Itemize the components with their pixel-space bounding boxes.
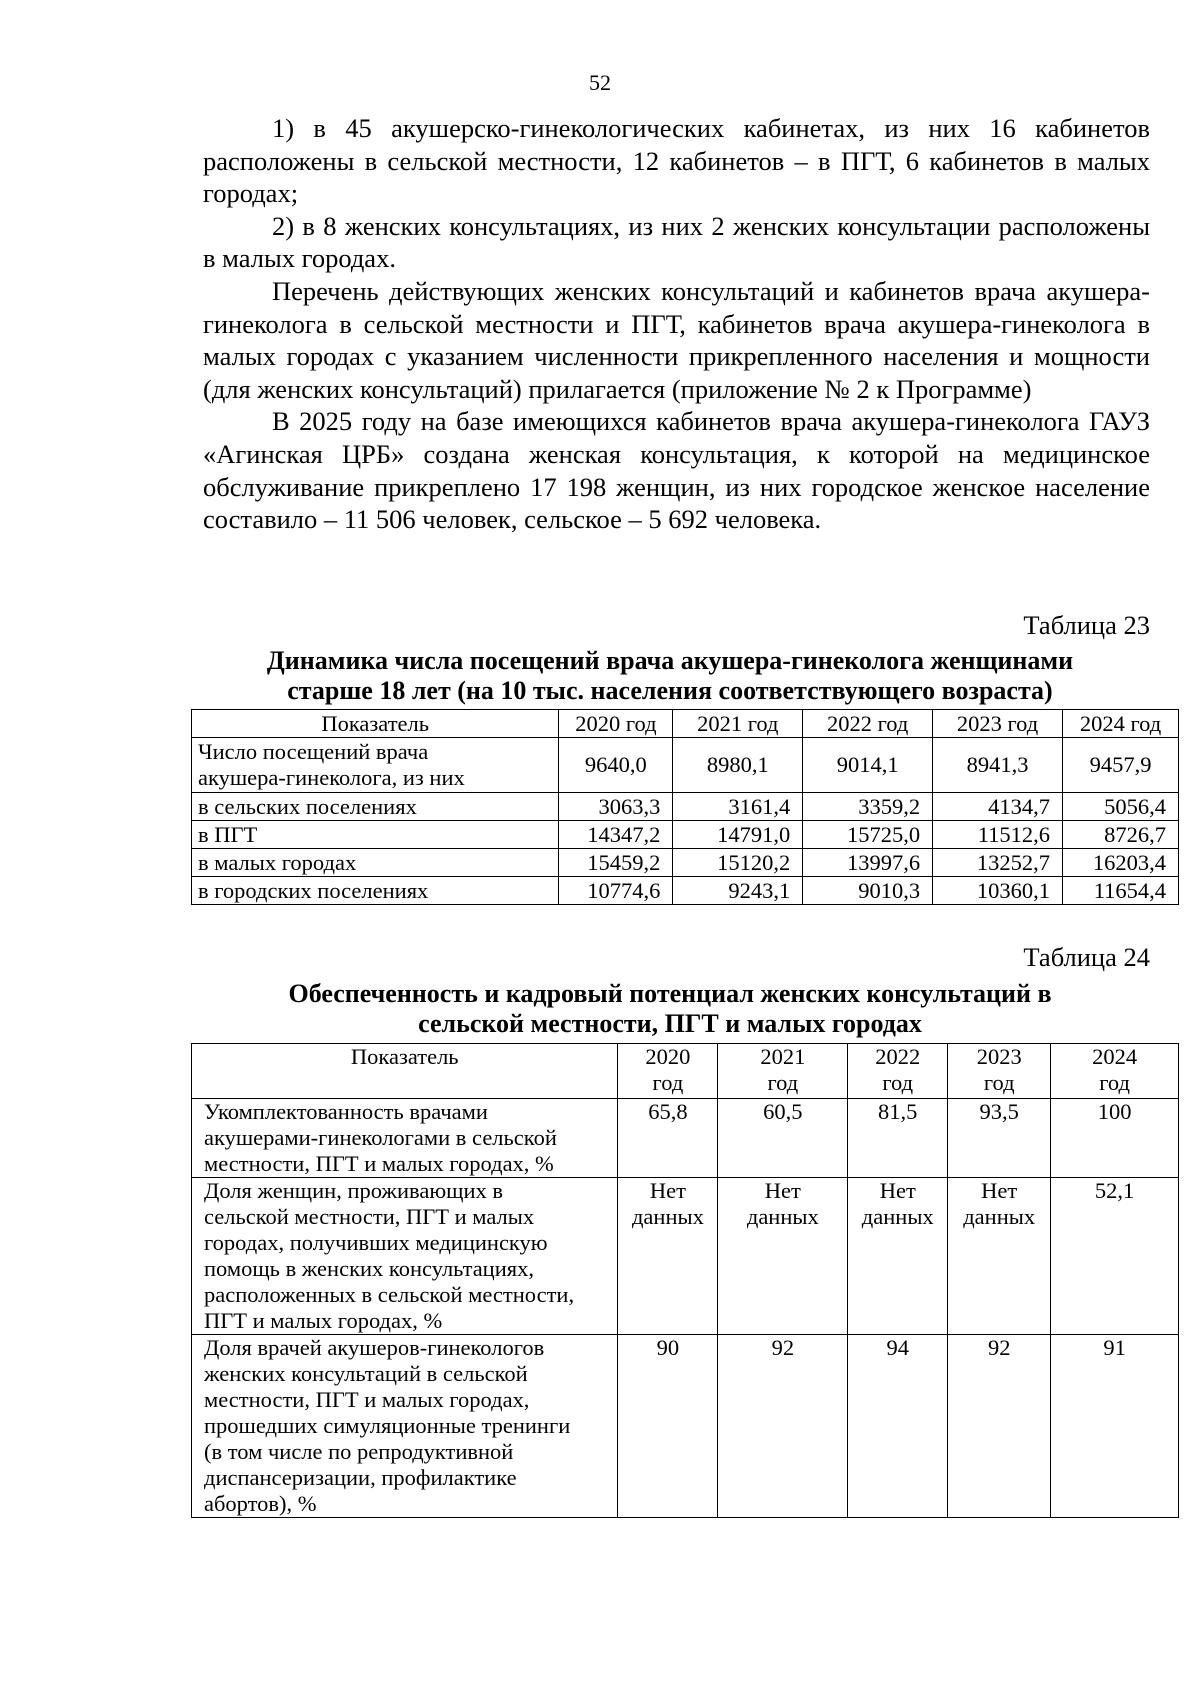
table-23-title-line: Динамика числа посещений врача акушера-гинеколога женщинами (266, 646, 1074, 675)
value-cell: 9014,1 (803, 738, 933, 793)
row-label (192, 1178, 618, 1335)
value-line: данных (861, 1204, 934, 1229)
row-label-line: акушерами-гинекологами в сельской (204, 1125, 557, 1150)
row-label: в малых городах (192, 849, 559, 877)
row-label-line: Укомплектованность врачами (204, 1099, 488, 1124)
value-cell: 13252,7 (933, 849, 1063, 877)
row-label (192, 1335, 618, 1518)
header-cell (848, 1044, 948, 1099)
value-line: 90 (656, 1335, 680, 1360)
value-cell: 8980,1 (673, 738, 803, 793)
value-line: 100 (1097, 1099, 1132, 1124)
value-cell: 15120,2 (673, 849, 803, 877)
value-cell: 8941,3 (933, 738, 1063, 793)
header-cell (1051, 1044, 1179, 1099)
header-cell-line: год (652, 1070, 684, 1095)
value-cell: 3063,3 (559, 793, 673, 821)
header-cell-line: год (983, 1070, 1015, 1095)
table-row (192, 793, 1179, 821)
value-line: Нет (764, 1178, 801, 1203)
header-cell (192, 1044, 618, 1099)
body-text (203, 112, 1150, 536)
header-cell: 2024 год (1063, 710, 1179, 738)
value-cell (718, 1099, 848, 1178)
value-line: 92 (987, 1335, 1011, 1360)
value-line: 65,8 (648, 1099, 688, 1124)
value-cell (948, 1335, 1051, 1518)
value-line: 92 (771, 1335, 795, 1360)
table-row (192, 1099, 1179, 1178)
row-label-line: городах, получивших медицинскую (204, 1230, 548, 1255)
row-label-line: местности, ПГТ и малых городах, (204, 1387, 530, 1412)
value-line: 81,5 (878, 1099, 918, 1124)
value-line: 91 (1103, 1335, 1126, 1360)
table-row (192, 849, 1179, 877)
table-row (192, 821, 1179, 849)
row-label-line: Число посещений врача (198, 739, 429, 764)
table-24-title-line: Обеспеченность и кадровый потенциал женских консультаций в (288, 979, 1052, 1008)
table-header-row (192, 1044, 1179, 1099)
header-cell-line: 2023 (976, 1044, 1022, 1069)
table-row (192, 1178, 1179, 1335)
row-label: в сельских поселениях (192, 793, 559, 821)
row-label (192, 738, 559, 793)
paragraph: 1) в 45 акушерско-гинекологических кабинетах, из них 16 кабинетов расположены в сельской местности, 12 кабинетов – в ПГТ, 6 кабинетов в малых городах; (203, 113, 1150, 209)
header-cell: 2022 год (803, 710, 933, 738)
value-cell: 3161,4 (673, 793, 803, 821)
value-cell: 11512,6 (933, 821, 1063, 849)
table-23-caption: Таблица 23 (1023, 610, 1150, 640)
value-cell (618, 1335, 718, 1518)
table-24-title-line: сельской местности, ПГТ и малых городах (418, 1009, 922, 1038)
header-cell-line: Показатель (350, 1044, 459, 1069)
value-cell: 15459,2 (559, 849, 673, 877)
value-cell: 4134,7 (933, 793, 1063, 821)
value-cell (948, 1099, 1051, 1178)
header-cell: 2021 год (673, 710, 803, 738)
row-label-line: женских консультаций в сельской (204, 1361, 528, 1386)
table-row (192, 738, 1179, 793)
value-cell (1051, 1335, 1179, 1518)
page-number: 52 (589, 70, 611, 95)
row-label-line: абортов), % (204, 1491, 317, 1516)
table-row (192, 1335, 1179, 1518)
row-label-line: ПГТ и малых городах, % (204, 1308, 443, 1333)
row-label: в городских поселениях (192, 877, 559, 905)
table-body (192, 1099, 1179, 1518)
header-cell: 2020 год (559, 710, 673, 738)
value-cell (1051, 1099, 1179, 1178)
value-cell: 9010,3 (803, 877, 933, 905)
row-label-line: расположенных в сельской местности, (204, 1282, 575, 1307)
header-cell-line: год (882, 1070, 914, 1095)
value-cell: 8726,7 (1063, 821, 1179, 849)
value-cell: 11654,4 (1063, 877, 1179, 905)
value-cell: 13997,6 (803, 849, 933, 877)
row-label-line: прошедших симуляционные тренинги (204, 1413, 571, 1438)
header-cell: Показатель (192, 710, 559, 738)
row-label-line: Доля врачей акушеров-гинекологов (204, 1335, 545, 1360)
header-cell (948, 1044, 1051, 1099)
value-cell (718, 1178, 848, 1335)
value-cell (618, 1099, 718, 1178)
paragraph: 2) в 8 женских консультациях, из них 2 женских консультации расположены в малых городах. (203, 210, 1150, 274)
header-cell-line: 2024 (1092, 1044, 1138, 1069)
value-cell (848, 1178, 948, 1335)
table-23 (191, 709, 1179, 905)
row-label-line: местности, ПГТ и малых городах, % (204, 1151, 554, 1176)
header-cell-line: 2022 (875, 1044, 921, 1069)
row-label-line: Доля женщин, проживающих в (204, 1178, 503, 1203)
row-label: в ПГТ (192, 821, 559, 849)
value-line: Нет (649, 1178, 686, 1203)
value-cell: 10360,1 (933, 877, 1063, 905)
value-cell (948, 1178, 1051, 1335)
value-line: 93,5 (979, 1099, 1019, 1124)
value-cell (718, 1335, 848, 1518)
value-line: Нет (981, 1178, 1018, 1203)
value-line: 52,1 (1094, 1178, 1135, 1203)
value-line: данных (963, 1204, 1036, 1229)
header-cell (618, 1044, 718, 1099)
table-23-title-line: старше 18 лет (на 10 тыс. населения соответствующего возраста) (287, 676, 1053, 705)
value-cell (848, 1099, 948, 1178)
value-cell (1051, 1178, 1179, 1335)
value-line: данных (746, 1204, 819, 1229)
value-cell (848, 1335, 948, 1518)
table-24 (191, 1043, 1179, 1518)
value-cell: 10774,6 (559, 877, 673, 905)
header-cell-line: 2021 (760, 1044, 806, 1069)
value-cell: 9243,1 (673, 877, 803, 905)
row-label-line: помощь в женских консультациях, (204, 1256, 534, 1281)
value-cell (618, 1178, 718, 1335)
value-line: данных (631, 1204, 704, 1229)
header-cell-line: 2020 (645, 1044, 691, 1069)
row-label-line: сельской местности, ПГТ и малых (204, 1204, 535, 1229)
value-cell: 5056,4 (1063, 793, 1179, 821)
value-line: 60,5 (763, 1099, 803, 1124)
value-cell: 14347,2 (559, 821, 673, 849)
table-24-caption: Таблица 24 (1023, 942, 1150, 972)
value-cell: 14791,0 (673, 821, 803, 849)
value-cell: 9640,0 (559, 738, 673, 793)
table-header-row (192, 710, 1179, 738)
table-row (192, 877, 1179, 905)
value-line: Нет (879, 1178, 916, 1203)
header-cell: 2023 год (933, 710, 1063, 738)
row-label-line: (в том числе по репродуктивной (204, 1439, 514, 1464)
value-cell: 3359,2 (803, 793, 933, 821)
table-24-title (190, 979, 1150, 1039)
header-cell (718, 1044, 848, 1099)
paragraph: Перечень действующих женских консультаций и кабинетов врача акушера-гинеколога в сельской местности и ПГТ, кабинетов врача акушера-гинеколога в малых городах с указанием численности прикрепленного населения и мощности (для женских консультаций) прилагается (приложение № 2 к Программе) (203, 275, 1150, 404)
row-label-line: диспансеризации, профилактике (204, 1465, 517, 1490)
value-line: 94 (886, 1335, 909, 1360)
header-cell-line: год (767, 1070, 799, 1095)
row-label (192, 1099, 618, 1178)
value-cell: 15725,0 (803, 821, 933, 849)
row-label-line: акушера-гинеколога, из них (198, 765, 465, 790)
table-23-title (190, 646, 1150, 706)
value-cell: 9457,9 (1063, 738, 1179, 793)
header-cell-line: год (1099, 1070, 1130, 1095)
value-cell: 16203,4 (1063, 849, 1179, 877)
paragraph: В 2025 году на базе имеющихся кабинетов врача акушера-гинеколога ГАУЗ «Агинская ЦРБ» создана женская консультация, к которой на медицинское обслуживание прикреплено 17 198 женщин, из них городское женское население составило – 11 506 человек, сельское – 5 692 человека. (203, 406, 1150, 535)
